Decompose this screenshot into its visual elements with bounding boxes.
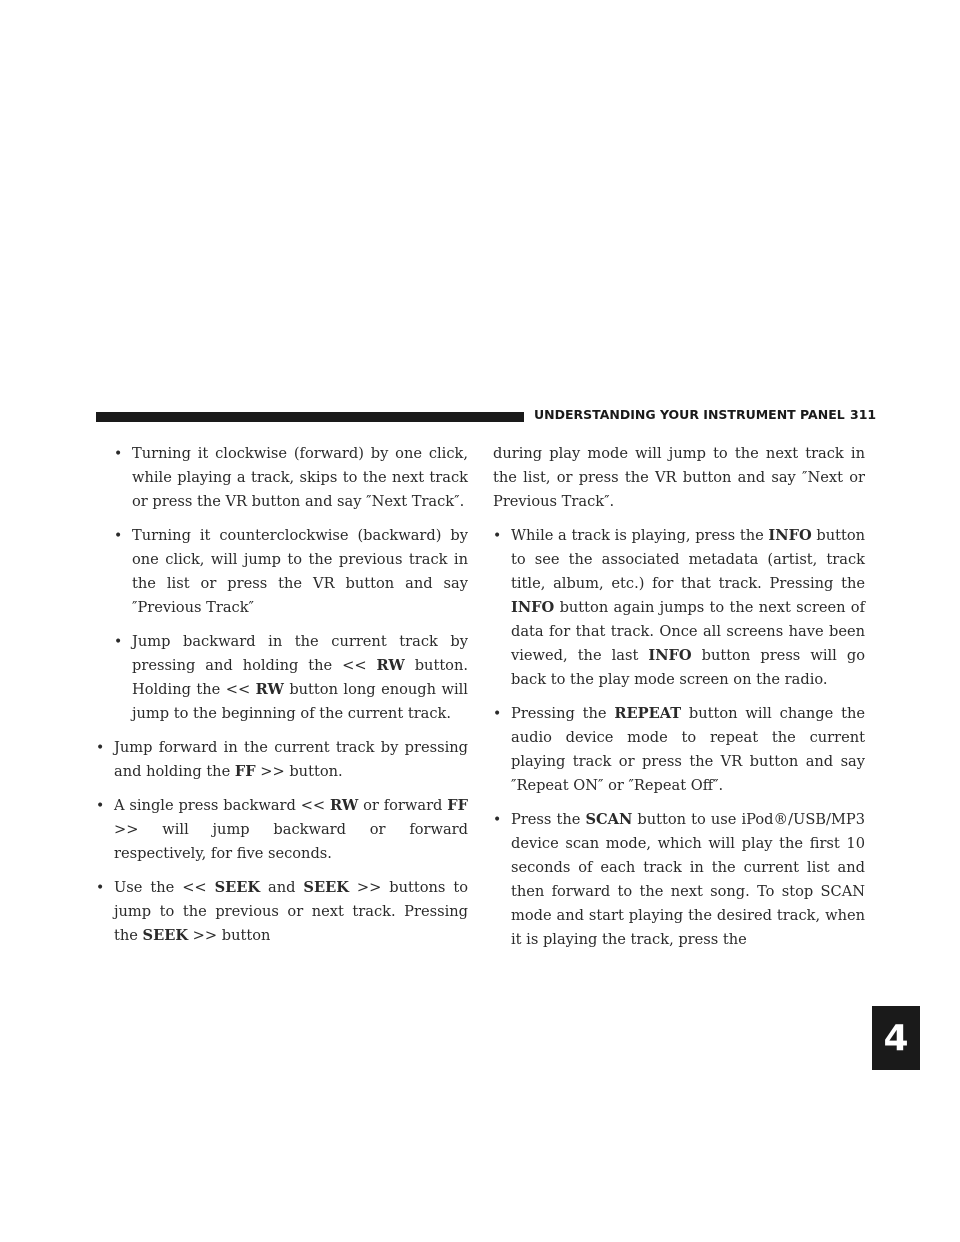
bullet-icon: •: [493, 528, 502, 544]
right-column: [493, 442, 865, 962]
header-rule: [96, 412, 524, 422]
button-name: REPEAT: [614, 705, 682, 722]
text-run: Pressing the: [511, 705, 615, 722]
item-text: [114, 739, 468, 780]
list-item: [114, 524, 468, 620]
button-name: RW: [376, 657, 405, 674]
chapter-tab: 4: [872, 1006, 920, 1070]
item-text: [132, 527, 468, 616]
section-title: UNDERSTANDING YOUR INSTRUMENT PANEL: [534, 407, 845, 422]
list-item: [493, 808, 865, 952]
button-name: FF: [447, 797, 468, 814]
item-text: [132, 633, 468, 722]
text-run: >> button.: [255, 763, 343, 780]
text-run: Turning it counterclockwise (backward) by one click, will jump to the previous track in the list or press the VR button and say ″Previous Track″: [132, 527, 468, 616]
continued-text: during play mode will jump to the next track in the list, or press the VR button and say ″Next or Previous Track″.: [493, 445, 865, 510]
list-item: [96, 876, 468, 948]
text-run: >> buttons to jump to the previous or next track. Pressing the: [114, 879, 468, 944]
bullet-icon: •: [96, 880, 105, 896]
item-text: [132, 445, 468, 510]
text-run: >> will jump backward or forward respectively, for five seconds.: [114, 821, 468, 862]
bullet-icon: •: [493, 706, 502, 722]
text-run: Turning it clockwise (forward) by one click, while playing a track, skips to the next track or press the VR button and say ″Next Track″.: [132, 445, 468, 510]
list-item: [114, 630, 468, 726]
list-item: [96, 736, 468, 784]
text-run: or forward: [358, 797, 448, 814]
button-name: INFO: [511, 599, 555, 616]
item-text: [114, 879, 468, 944]
text-run: Jump backward in the current track by pressing and holding the <<: [132, 633, 468, 674]
button-name: RW: [255, 681, 284, 698]
text-run: button press will go back to the play mode screen on the radio.: [511, 647, 865, 688]
list-item: [114, 442, 468, 514]
text-run: button to see the associated metadata (artist, track title, album, etc.) for that track. Pressing the: [511, 527, 866, 592]
text-run: Use the <<: [114, 879, 215, 896]
item-text: [511, 811, 865, 948]
left-column: [96, 442, 468, 958]
text-run: >> button: [188, 927, 271, 944]
text-run: button again jumps to the next screen of data for that track. Once all screens have been viewed, the last: [511, 599, 865, 664]
button-name: INFO: [768, 527, 812, 544]
button-name: SEEK: [142, 927, 189, 944]
text-run: button. Holding the <<: [132, 657, 469, 698]
text-run: and: [260, 879, 304, 896]
bullet-icon: •: [114, 446, 123, 462]
item-text: [511, 527, 865, 688]
bullet-icon: •: [493, 812, 502, 828]
item-text: [511, 705, 865, 794]
text-run: Press the: [511, 811, 586, 828]
list-item: [96, 794, 468, 866]
bullet-icon: •: [96, 798, 105, 814]
page-number: 311: [850, 407, 877, 422]
item-text: [114, 797, 468, 862]
button-name: SEEK: [214, 879, 261, 896]
bullet-icon: •: [114, 634, 123, 650]
list-item: [493, 524, 865, 692]
bullet-icon: •: [96, 740, 105, 756]
button-name: FF: [234, 763, 256, 780]
button-name: SCAN: [585, 811, 633, 828]
button-name: INFO: [648, 647, 692, 664]
text-run: Jump forward in the current track by pressing and holding the: [114, 739, 468, 780]
bullet-icon: •: [114, 528, 123, 544]
button-name: RW: [330, 797, 359, 814]
text-run: While a track is playing, press the: [511, 527, 769, 544]
text-run: button to use iPod®/USB/MP3 device scan mode, which will play the first 10 seconds of each track in the current list and then forward to the next song. To stop SCAN mode and start playing the desired track, when it is playing the track, press the: [511, 811, 865, 948]
button-name: SEEK: [303, 879, 349, 896]
text-run: button long enough will jump to the beginning of the current track.: [132, 681, 468, 722]
text-run: A single press backward <<: [114, 797, 331, 814]
list-item: [493, 702, 865, 798]
text-run: button will change the audio device mode to repeat the current playing track or press the VR button and say ″Repeat ON″ or ″Repeat Off″.: [511, 705, 866, 794]
